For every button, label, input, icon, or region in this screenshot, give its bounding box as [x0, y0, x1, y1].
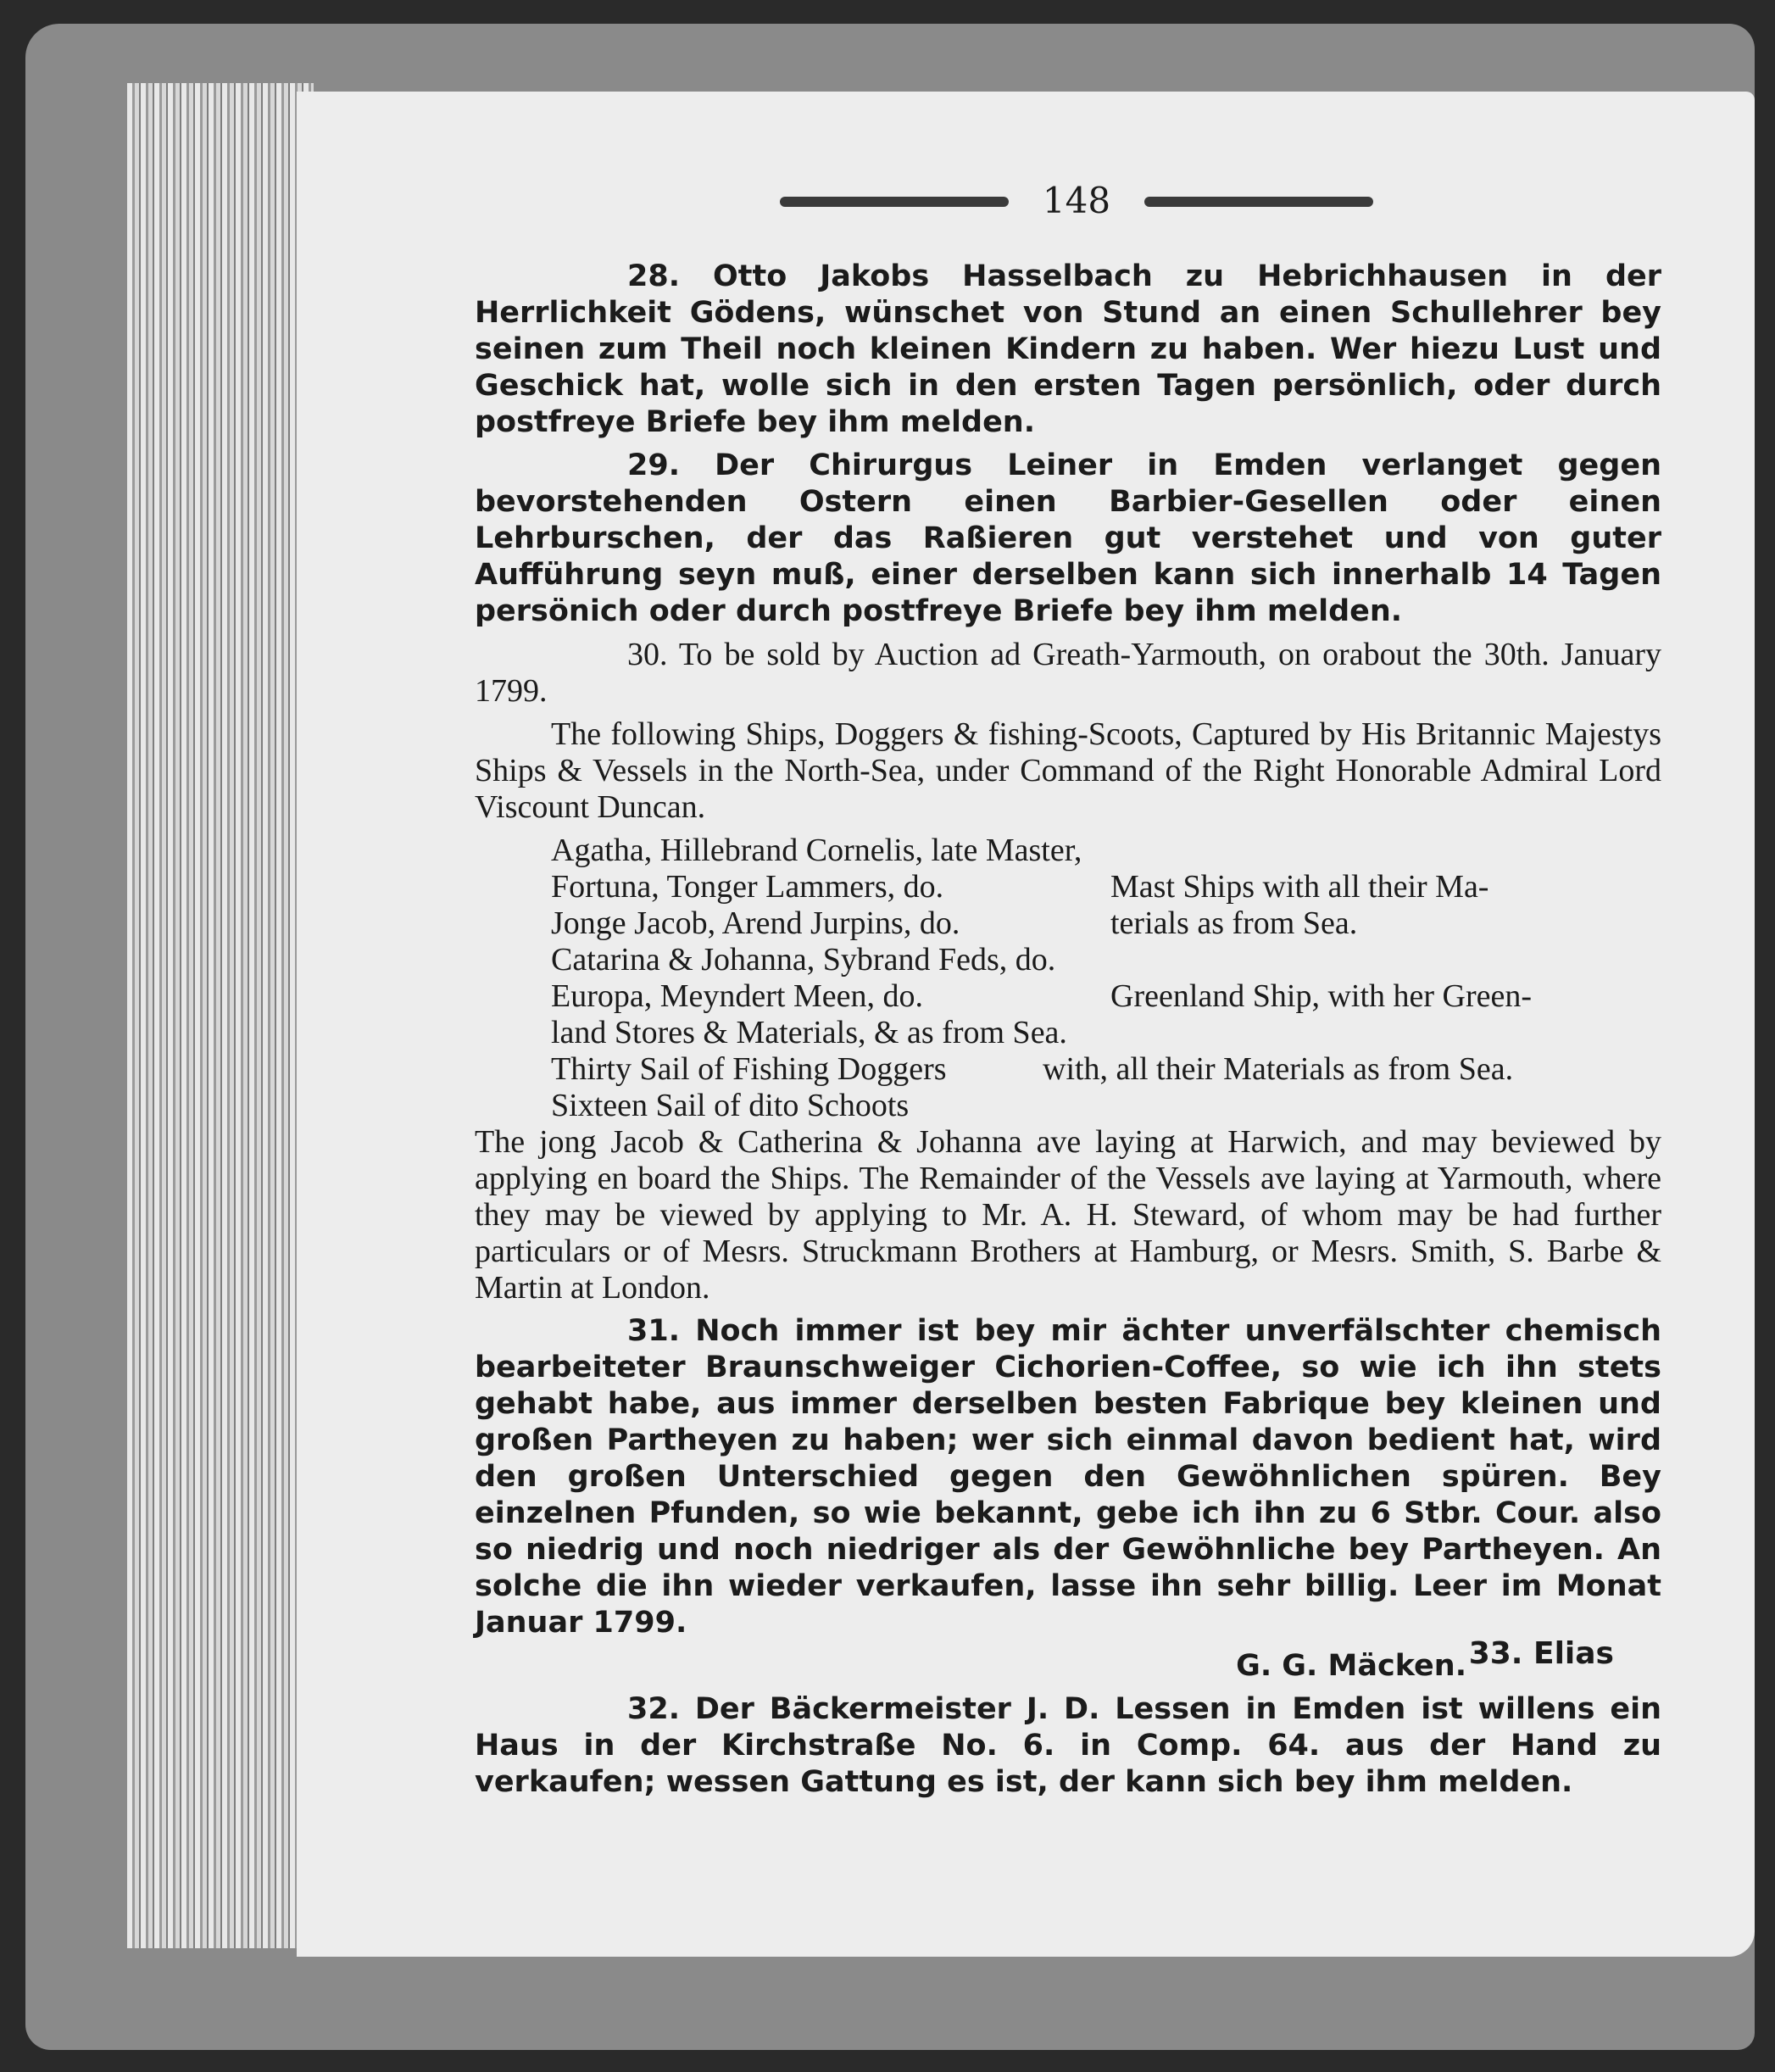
ship-name: land Stores & Materials, & as from Sea.	[551, 1015, 1067, 1050]
ship-row	[551, 1051, 1661, 1088]
notice-30-closing: The jong Jacob & Catherina & Johanna ave laying at Harwich, and may beviewed by applying en board the Ships. The Remainder of the Vessels ave laying at Yarmouth, where they may be viewed by applying to Mr. A. H. Steward, of whom may be had further particulars or of Mesrs. Struckmann Brothers at Hamburg, or Mesrs. Smith, S. Barbe & Martin at London.	[475, 1124, 1661, 1306]
notice-30-intro: 30. To be sold by Auction ad Greath-Yarmouth, on orabout the 30th. January 1799.	[475, 637, 1661, 709]
ship-note: Mast Ships with all their Ma-	[1110, 869, 1489, 905]
ship-note: Greenland Ship, with her Green-	[1110, 978, 1533, 1014]
ship-list	[551, 833, 1661, 1124]
ship-note: with, all their Materials as from Sea.	[1043, 1051, 1514, 1087]
ship-name: Agatha, Hillebrand Cornelis, late Master,	[551, 833, 1082, 868]
notice-29: 29. Der Chirurgus Leiner in Emden verlanget gegen bevorstehenden Ostern einen Barbier-Gesellen oder einen Lehrburschen, der das Raßieren gut verstehet und von guter Aufführung seyn muß, einer derselben kann sich innerhalb 14 Tagen persönich oder durch postfreye Briefe bey ihm melden.	[475, 448, 1661, 628]
ship-row	[551, 869, 1661, 905]
page-text	[475, 259, 1661, 1807]
ship-row	[551, 1015, 1661, 1051]
notice-31: 31. Noch immer ist bey mir ächter unverfälschter chemisch bearbeiteter Braunschweiger Cichorien-Coffee, so wie ich ihn stets gehabt habe, aus immer derselben besten Fabrique bey kleinen und großen Partheyen zu haben; wer sich einmal davon bedient hat, wird den großen Unterschied gegen den Gewöhnlichen spüren. Bey einzelnen Pfunden, so wie bekannt, gebe ich ihn zu 6 Stbr. Cour. also so niedrig und noch niedriger als der Gewöhnliche bey Partheyen. An solche die ihn wieder verkaufen, lasse ihn sehr billig. Leer im Monat Januar 1799.	[475, 1314, 1661, 1640]
page-edges	[127, 83, 314, 1948]
notice-32: 32. Der Bäckermeister J. D. Lessen in Emden ist willens ein Haus in der Kirchstraße No. 6. in Comp. 64. aus der Hand zu verkaufen; wessen Gattung es ist, der kann sich bey ihm melden.	[475, 1692, 1661, 1799]
page-number: 148	[1042, 180, 1111, 221]
ship-row	[551, 905, 1661, 942]
ship-row	[551, 1088, 1661, 1124]
ship-row	[551, 942, 1661, 978]
ship-note: terials as from Sea.	[1110, 905, 1358, 941]
ship-name: Jonge Jacob, Arend Jurpins, do.	[551, 905, 960, 941]
ship-name: Fortuna, Tonger Lammers, do.	[551, 869, 944, 905]
ship-name: Europa, Meyndert Meen, do.	[551, 978, 923, 1014]
page-header	[780, 180, 1373, 222]
header-rule-right	[1144, 197, 1373, 207]
notice-31-signature: G. G. Mäcken.	[1236, 1649, 1466, 1683]
ship-row	[551, 833, 1661, 869]
notice-28: 28. Otto Jakobs Hasselbach zu Hebrichhausen in der Herrlichkeit Gödens, wünschet von Stund an einen Schullehrer bey seinen zum Theil noch kleinen Kindern zu haben. Wer hiezu Lust und Geschick hat, wolle sich in den ersten Tagen persönlich, oder durch postfreye Briefe bey ihm melden.	[475, 259, 1661, 439]
notice-30-body: The following Ships, Doggers & fishing-Scoots, Captured by His Britannic Majestys Ships & Vessels in the North-Sea, under Command of the Right Honorable Admiral Lord Viscount Duncan.	[475, 716, 1661, 825]
catchword: 33. Elias	[1468, 1636, 1614, 1671]
ship-row	[551, 978, 1661, 1015]
ship-name: Catarina & Johanna, Sybrand Feds, do.	[551, 942, 1056, 978]
ship-name: Thirty Sail of Fishing Doggers	[551, 1051, 947, 1087]
ship-name: Sixteen Sail of dito Schoots	[551, 1088, 910, 1123]
header-rule-left	[780, 197, 1009, 207]
